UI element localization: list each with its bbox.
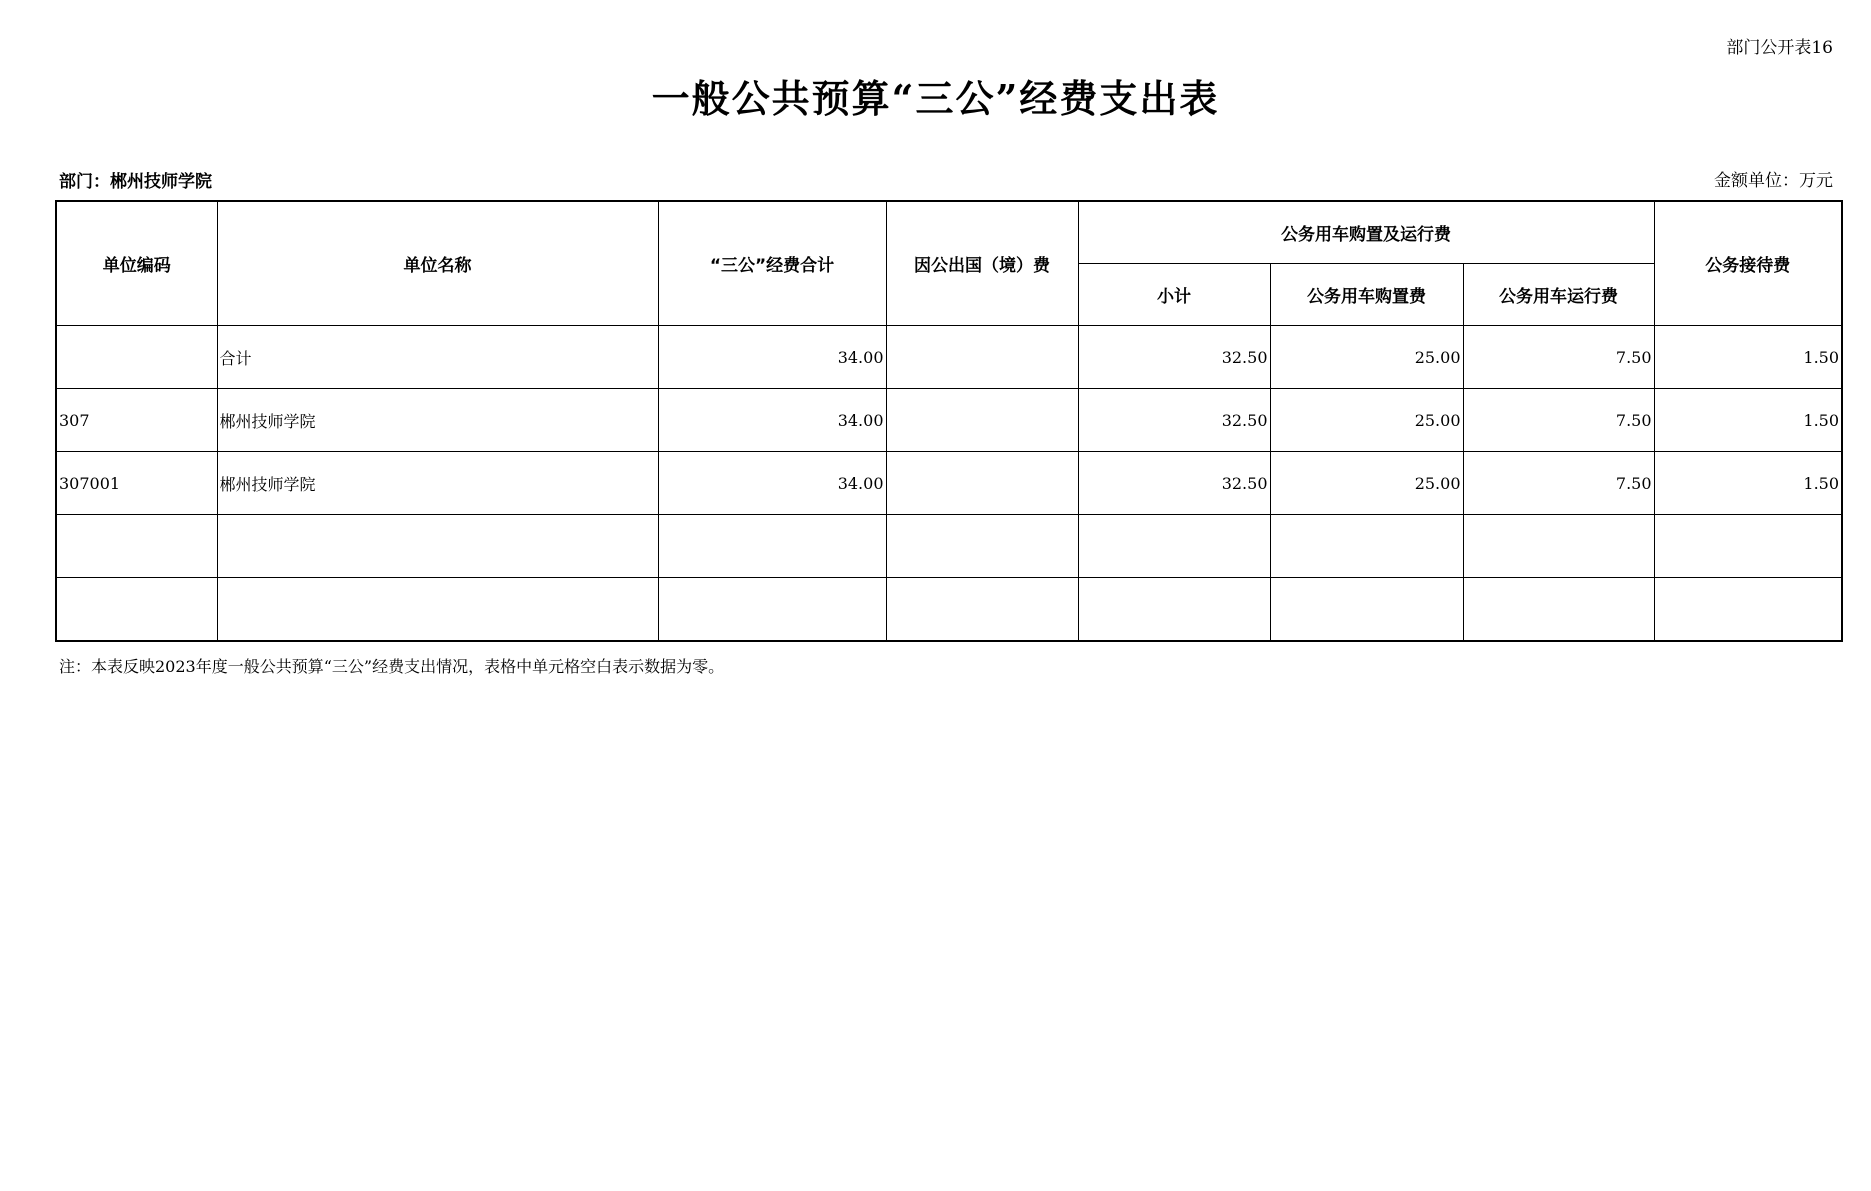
column-header-vehicle-group: 公务用车购置及运行费 [1078, 201, 1654, 264]
cell-vehicle-purchase [1270, 578, 1463, 642]
table-row [56, 452, 1842, 515]
cell-code [56, 578, 217, 642]
column-header-reception: 公务接待费 [1654, 201, 1842, 326]
column-header-vehicle-operation: 公务用车运行费 [1463, 264, 1654, 326]
column-header-abroad: 因公出国（境）费 [886, 201, 1078, 326]
cell-code: 307001 [56, 452, 217, 515]
budget-table [55, 200, 1843, 642]
cell-vehicle-operation: 7.50 [1463, 389, 1654, 452]
cell-code [56, 326, 217, 389]
cell-reception: 1.50 [1654, 326, 1842, 389]
cell-name: 合计 [217, 326, 658, 389]
department-label: 部门：郴州技师学院 [59, 172, 212, 192]
cell-vehicle-operation: 7.50 [1463, 326, 1654, 389]
cell-abroad [886, 578, 1078, 642]
page-title: 一般公共预算“三公”经费支出表 [651, 76, 1220, 121]
cell-reception: 1.50 [1654, 452, 1842, 515]
cell-vehicle-purchase [1270, 515, 1463, 578]
table-row-empty [56, 578, 1842, 642]
column-header-code: 单位编码 [56, 201, 217, 326]
cell-abroad [886, 452, 1078, 515]
column-header-total: “三公”经费合计 [658, 201, 886, 326]
cell-abroad [886, 389, 1078, 452]
column-header-name: 单位名称 [217, 201, 658, 326]
column-header-subtotal: 小计 [1078, 264, 1270, 326]
amount-unit-label: 金额单位：万元 [1714, 171, 1833, 191]
cell-reception [1654, 515, 1842, 578]
cell-vehicle-purchase: 25.00 [1270, 452, 1463, 515]
cell-name [217, 515, 658, 578]
cell-name: 郴州技师学院 [217, 389, 658, 452]
cell-vehicle-operation [1463, 578, 1654, 642]
cell-reception [1654, 578, 1842, 642]
cell-total: 34.00 [658, 452, 886, 515]
cell-subtotal [1078, 578, 1270, 642]
cell-name [217, 578, 658, 642]
cell-vehicle-operation: 7.50 [1463, 452, 1654, 515]
cell-vehicle-purchase: 25.00 [1270, 389, 1463, 452]
table-row [56, 389, 1842, 452]
cell-code: 307 [56, 389, 217, 452]
cell-total: 34.00 [658, 326, 886, 389]
cell-vehicle-purchase: 25.00 [1270, 326, 1463, 389]
table-row-empty [56, 515, 1842, 578]
table-number: 部门公开表16 [1726, 38, 1833, 58]
footnote: 注：本表反映2023年度一般公共预算“三公”经费支出情况，表格中单元格空白表示数据为零。 [59, 657, 725, 676]
cell-vehicle-operation [1463, 515, 1654, 578]
cell-total [658, 515, 886, 578]
cell-total [658, 578, 886, 642]
cell-abroad [886, 515, 1078, 578]
cell-name: 郴州技师学院 [217, 452, 658, 515]
cell-subtotal: 32.50 [1078, 389, 1270, 452]
table-row-total [56, 326, 1842, 389]
cell-subtotal: 32.50 [1078, 452, 1270, 515]
cell-code [56, 515, 217, 578]
cell-subtotal: 32.50 [1078, 326, 1270, 389]
cell-abroad [886, 326, 1078, 389]
cell-reception: 1.50 [1654, 389, 1842, 452]
cell-total: 34.00 [658, 389, 886, 452]
cell-subtotal [1078, 515, 1270, 578]
column-header-vehicle-purchase: 公务用车购置费 [1270, 264, 1463, 326]
